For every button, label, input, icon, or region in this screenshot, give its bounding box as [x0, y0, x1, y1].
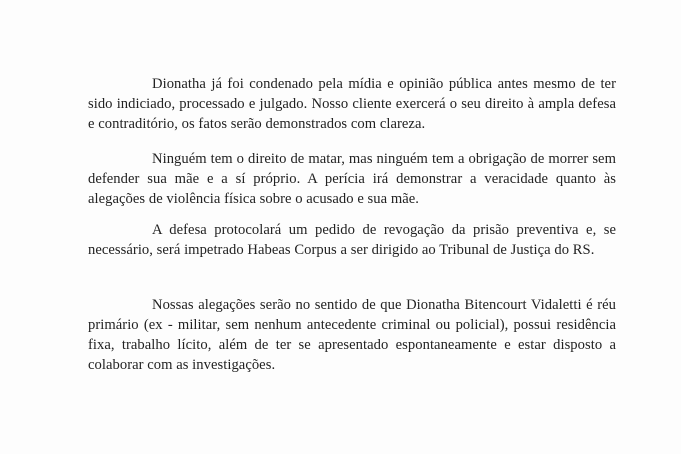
paragraph-presumption: Dionatha já foi condenado pela mídia e opinião pública antes mesmo de ter sido indiciado, processado e julgado. Nosso cliente exercerá o seu direito à ampla defesa e contraditório, os fatos serão demonstrados com clareza. [88, 76, 616, 132]
paragraph-self-defense: Ninguém tem o direito de matar, mas ninguém tem a obrigação de morrer sem defender sua mãe e a sí próprio. A perícia irá demonstrar a veracidade quanto às alegações de violência física sobre o acusado e sua mãe. [88, 151, 616, 207]
paragraph-defendant-background: Nossas alegações serão no sentido de que Dionatha Bitencourt Vidaletti é réu primário (ex - militar, sem nenhum antecedente criminal ou policial), possui residência fixa, trabalho lícito, além de ter se apresentado espontaneamente e estar disposto a colaborar com as investigações. [88, 297, 616, 373]
paragraph-habeas-corpus: A defesa protocolará um pedido de revogação da prisão preventiva e, se necessário, será impetrado Habeas Corpus a ser dirigido ao Tribunal de Justiça do RS. [88, 222, 616, 258]
